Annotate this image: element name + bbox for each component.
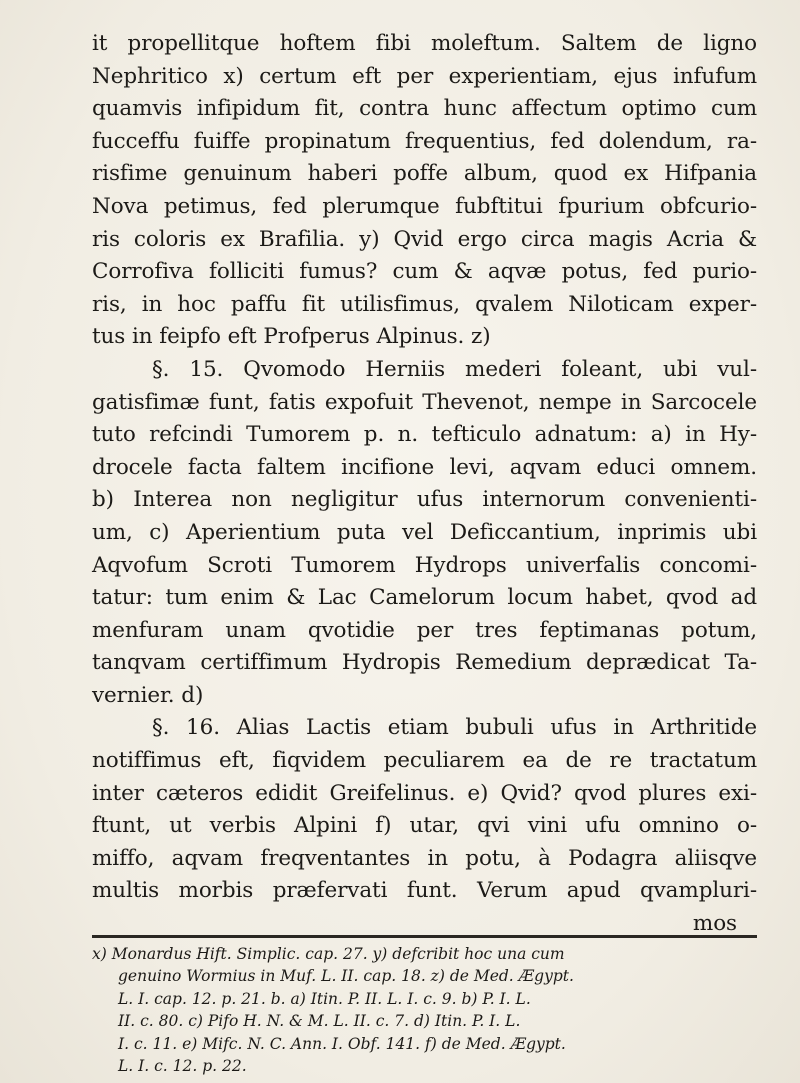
footnotes — [92, 943, 757, 1077]
text-line: Nephritico x) certum eft per experientiam, ejus infufum — [92, 63, 757, 89]
text-line: tuto refcindi Tumorem p. n. tefticulo adnatum: a) in Hy- — [92, 422, 757, 448]
text-line: it propellitque hoftem fibi moleftum. Saltem de ligno — [92, 31, 757, 56]
footnote-line: II. c. 80. c) Pifo H. N. & M. L. II. c. 7. d) Itin. P. I. L. — [118, 1012, 521, 1031]
text-line: tus in feipfo eft Profperus Alpinus. z) — [92, 324, 491, 350]
text-line: Nova petimus, fed plerumque fubftitui fpurium obfcurio- — [92, 193, 757, 219]
main-text — [92, 28, 757, 941]
text-line: vernier. d) — [92, 682, 204, 708]
text-line: um, c) Aperientium puta vel Deficcantium, inprimis ubi — [92, 519, 757, 545]
text-line: notiffimus eft, fiqvidem peculiarem ea de re tractatum — [92, 748, 757, 774]
text-line: ris, in hoc paffu fit utilisfimus, qvalem Niloticam exper- — [92, 291, 757, 317]
text-line: tanqvam certiffimum Hydropis Remedium deprædicat Ta- — [92, 650, 757, 676]
section-15-heading-line: §. 15. Qvomodo Herniis mederi foleant, ubi vul- — [152, 356, 757, 382]
text-line: quamvis infipidum fit, contra hunc affectum optimo cum — [92, 96, 757, 122]
text-line: Corrofiva folliciti fumus? cum & aqvæ potus, fed purio- — [92, 259, 757, 285]
text-line: Aqvofum Scroti Tumorem Hydrops univerfalis concomi- — [92, 552, 757, 578]
text-line: miffo, aqvam freqventantes in potu, à Podagra aliisqve — [92, 845, 757, 871]
text-line: inter cæteros edidit Greifelinus. e) Qvid? qvod plures exi- — [92, 780, 757, 806]
text-line: b) Interea non negligitur ufus internorum convenienti- — [92, 487, 757, 513]
text-line: tatur: tum enim & Lac Camelorum locum habet, qvod ad — [92, 585, 757, 611]
text-line: multis morbis præfervati funt. Verum apud qvampluri- — [92, 878, 757, 904]
section-16-heading-line: §. 16. Alias Lactis etiam bubuli ufus in Arthritide — [152, 715, 757, 741]
text-line: gatisfimæ funt, fatis expofuit Thevenot, nempe in Sarcocele — [92, 389, 757, 415]
footnote-line: L. I. cap. 12. p. 21. b. a) Itin. P. II. L. I. c. 9. b) P. I. L. — [118, 989, 531, 1008]
footnote-line: I. c. 11. e) Mifc. N. C. Ann. I. Obf. 141. f) de Med. Ægypt. — [118, 1034, 566, 1053]
footnote-rule — [92, 935, 757, 938]
footnote-line: genuino Wormius in Muf. L. II. cap. 18. z) de Med. Ægypt. — [118, 967, 574, 986]
text-line: menfuram unam qvotidie per tres feptimanas potum, — [92, 617, 757, 643]
footnote-line: L. I. c. 12. p. 22. — [118, 1056, 247, 1075]
footnote-line: x) Monardus Hift. Simplic. cap. 27. y) defcribit hoc una cum — [92, 945, 565, 963]
text-line: ris coloris ex Brafilia. y) Qvid ergo circa magis Acria & — [92, 226, 757, 252]
text-line: fucceffu fuiffe propinatum frequentius, fed dolendum, ra- — [92, 128, 757, 154]
text-line: risfime genuinum haberi poffe album, quod ex Hifpania — [92, 161, 757, 187]
text-line: drocele facta faltem incifione levi, aqvam educi omnem. — [92, 454, 757, 480]
catchword: mos — [692, 911, 737, 937]
text-line: ftunt, ut verbis Alpini f) utar, qvi vini ufu omnino o- — [92, 813, 757, 839]
